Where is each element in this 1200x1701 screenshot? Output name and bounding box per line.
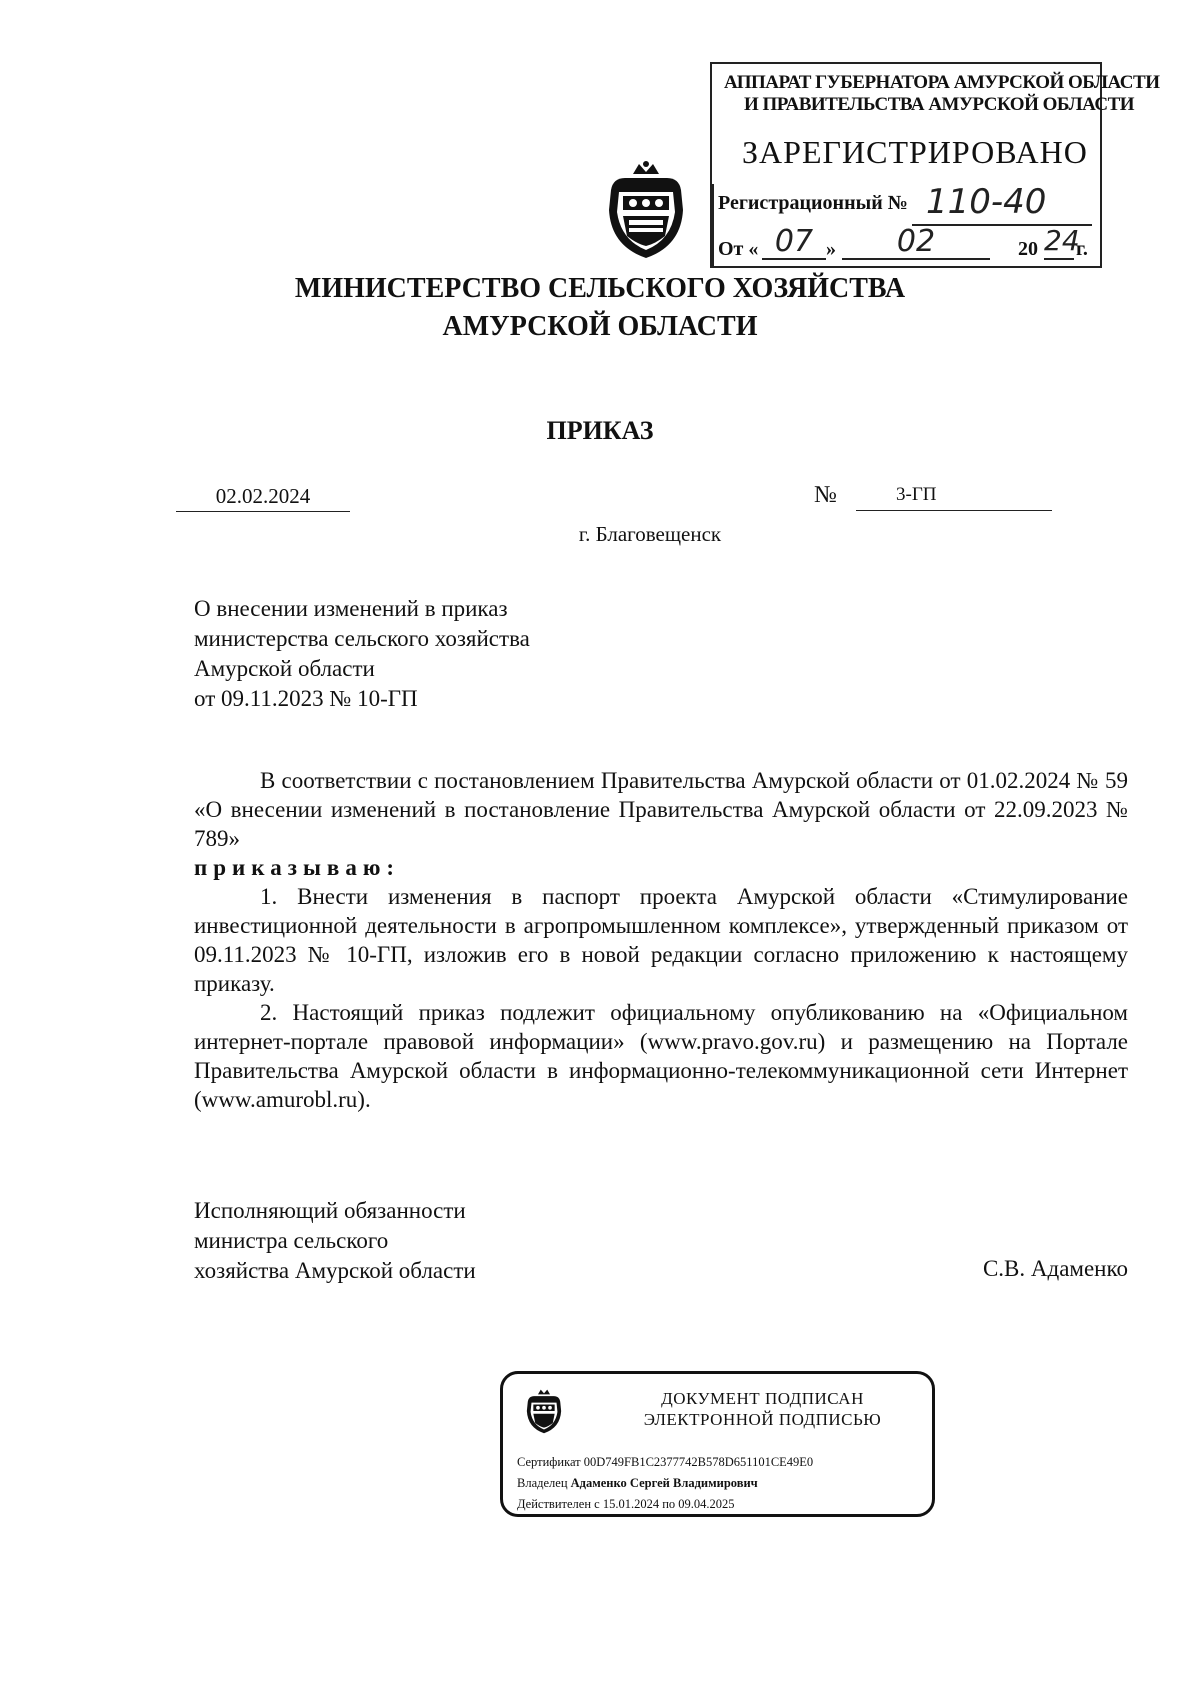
registration-year-prefix: 20: [1018, 238, 1038, 260]
signatory-title-line: хозяйства Амурской области: [194, 1258, 476, 1283]
registration-year: 24: [1044, 224, 1074, 260]
signatory-title: [194, 1196, 476, 1286]
document-type: ПРИКАЗ: [546, 416, 654, 445]
registration-org: [724, 72, 1160, 116]
registration-number-value: 110-40: [912, 182, 1092, 226]
registration-year-mark: г.: [1076, 238, 1088, 260]
esign-valid-from: 15.01.2024: [602, 1497, 660, 1511]
registration-org-line1: АППАРАТ ГУБЕРНАТОРА АМУРСКОЙ ОБЛАСТИ: [724, 72, 1160, 93]
esign-validity: [517, 1494, 813, 1515]
esign-title: [603, 1388, 922, 1430]
ministry-line1: МИНИСТЕРСТВО СЕЛЬСКОГО ХОЗЯЙСТВА: [294, 273, 906, 304]
document-number: 3-ГП: [856, 484, 1052, 511]
esign-details: [517, 1452, 813, 1515]
esign-owner-value: Адаменко Сергей Владимирович: [570, 1476, 758, 1490]
document-number-label: №: [814, 482, 837, 508]
document-body: [194, 766, 1128, 1114]
preamble: В соответствии с постановлением Правительства Амурской области от 01.02.2024 № 59 «О внесении изменений в постановление Правительства Амурской области от 22.09.2023 № 789»: [194, 768, 1128, 851]
signatory-title-line: министра сельского: [194, 1228, 389, 1253]
esign-title-line1: ДОКУМЕНТ ПОДПИСАН: [661, 1389, 864, 1408]
signatory-name: С.В. Адаменко: [982, 1256, 1128, 1281]
electronic-signature-stamp: [500, 1371, 935, 1517]
subject-line: от 09.11.2023 № 10-ГП: [194, 686, 418, 711]
esign-cert-label: Сертификат: [517, 1455, 581, 1469]
esign-certificate: [517, 1452, 813, 1473]
order-item-2: 2. Настоящий приказ подлежит официальному опубликованию на «Официальном интернет-портале правовой информации» (www.pravo.gov.ru) и размещению на Портале Правительства Амурской области в информационно-телекоммуникационной сети Интернет (www.amurobl.ru).: [194, 1000, 1128, 1112]
esign-title-line2: ЭЛЕКТРОННОЙ ПОДПИСЬЮ: [643, 1410, 882, 1429]
order-word: приказываю:: [194, 855, 401, 880]
signatory-title-line: Исполняющий обязанности: [194, 1198, 466, 1223]
document-city: г. Благовещенск: [578, 522, 722, 546]
esign-owner-label: Владелец: [517, 1476, 568, 1490]
esign-owner: [517, 1473, 813, 1494]
registration-org-line2: И ПРАВИТЕЛЬСТВА АМУРСКОЙ ОБЛАСТИ: [744, 94, 1135, 115]
subject-line: О внесении изменений в приказ: [194, 596, 508, 621]
registration-day-close: »: [826, 238, 836, 260]
registration-number-label: Регистрационный №: [718, 192, 908, 214]
document-subject: [194, 594, 530, 714]
registration-day: 07: [762, 224, 826, 260]
registration-date: [718, 224, 1098, 268]
registration-date-prefix: От «: [718, 238, 759, 260]
coat-of-arms-icon: [605, 160, 687, 260]
esign-valid-to: 09.04.2025: [678, 1497, 735, 1511]
registration-title: ЗАРЕГИСТРИРОВАНО: [742, 134, 1088, 170]
registration-divider: [712, 184, 714, 268]
coat-of-arms-icon: [525, 1386, 563, 1436]
esign-valid-mid: по: [662, 1497, 676, 1511]
subject-line: Амурской области: [194, 656, 375, 681]
subject-line: министерства сельского хозяйства: [194, 626, 530, 651]
ministry-line2: АМУРСКОЙ ОБЛАСТИ: [442, 311, 758, 342]
ministry-header: [0, 270, 1200, 346]
esign-valid-label: Действителен с: [517, 1497, 600, 1511]
esign-cert-value: 00D749FB1C2377742B578D651101CE49E0: [583, 1455, 814, 1469]
registration-month: 02: [842, 224, 990, 260]
document-date: 02.02.2024: [176, 484, 350, 512]
order-item-1: 1. Внести изменения в паспорт проекта Амурской области «Стимулирование инвестиционной деятельности в агропромышленном комплексе», утвержденный приказом от 09.11.2023 № 10-ГП, изложив его в новой редакции согласно приложению к настоящему приказу.: [194, 884, 1128, 996]
registration-stamp: [710, 62, 1160, 268]
